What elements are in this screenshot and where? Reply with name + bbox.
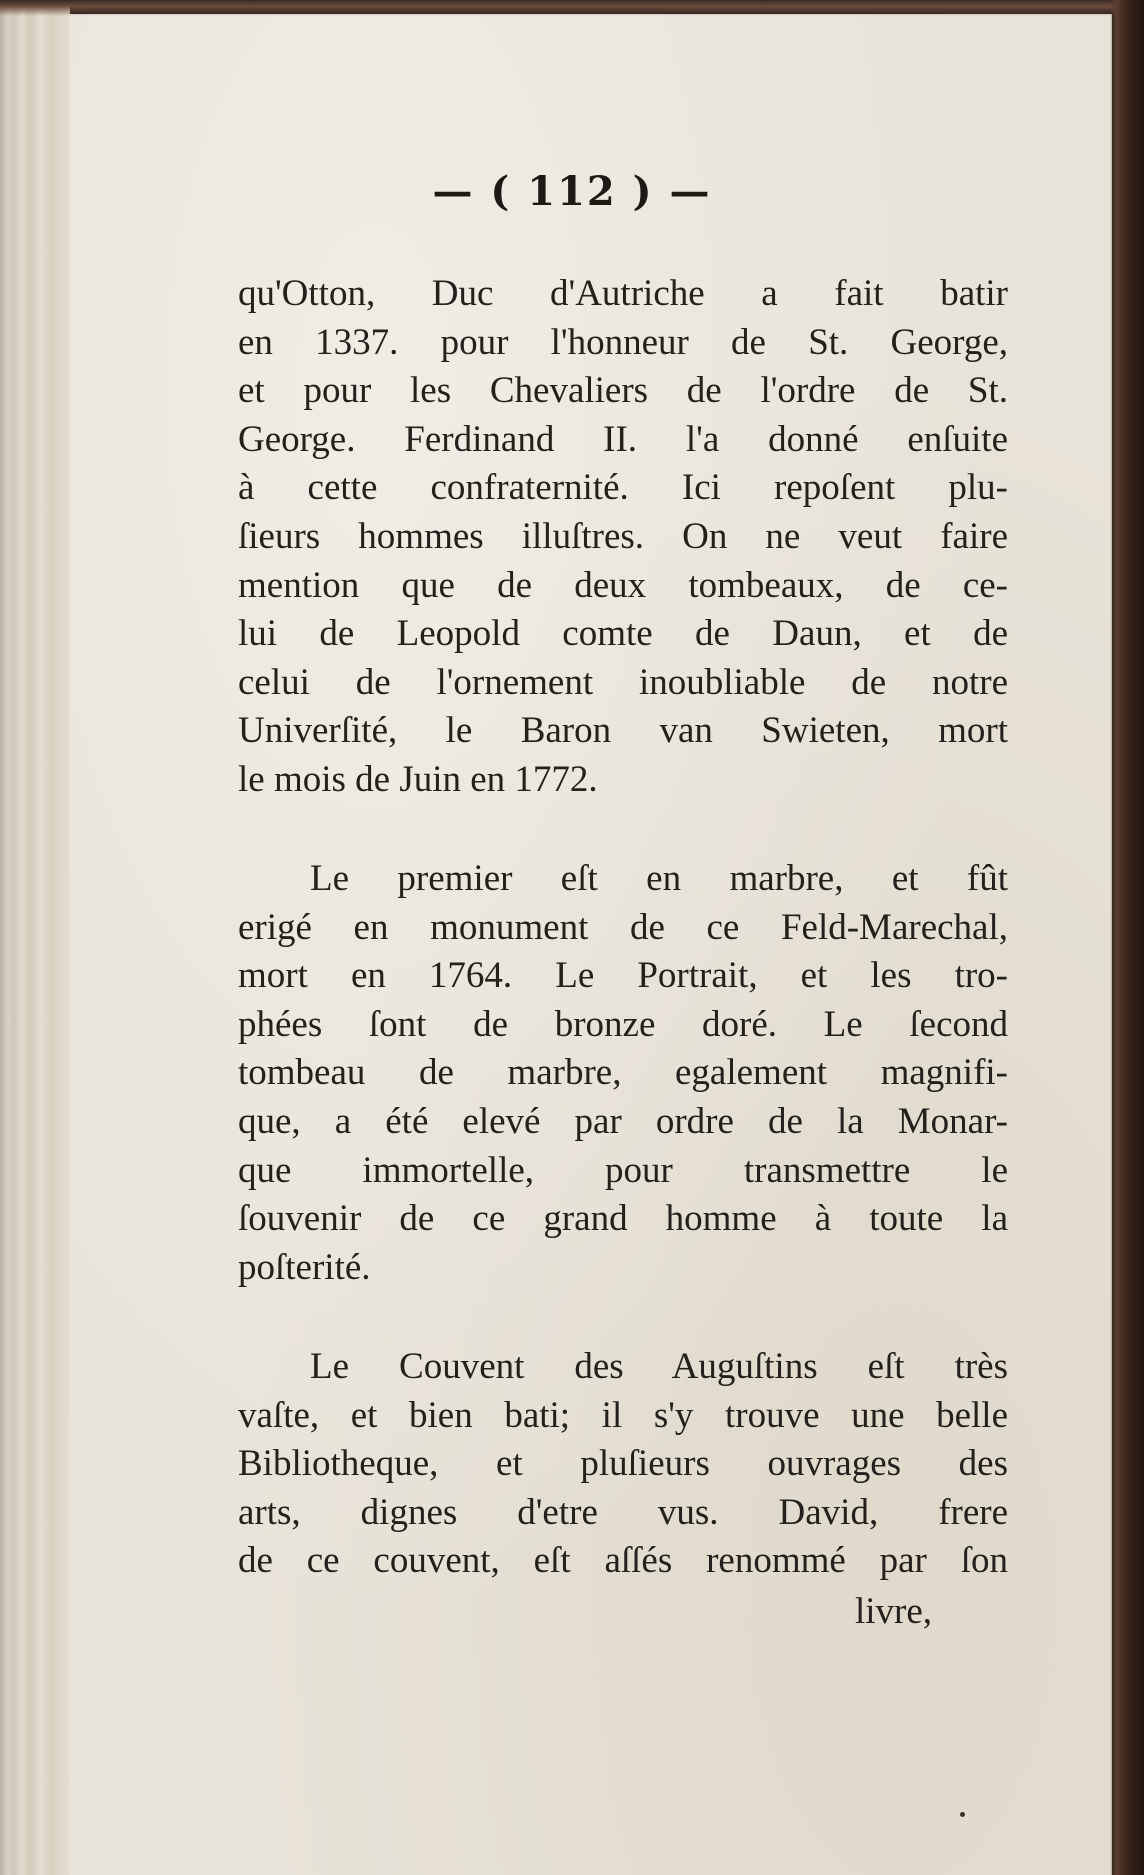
text-line: vaſte, et bien bati; il s'y trouve une belle — [238, 1394, 1008, 1436]
text-line: lui de Leopold comte de Daun, et de — [238, 613, 1008, 655]
text-line: Le Couvent des Auguſtins eſt très — [310, 1346, 1008, 1387]
text-line: que, a été elevé par ordre de la Monar- — [238, 1100, 1008, 1142]
text-line: celui de l'ornement inoubliable de notre — [238, 661, 1008, 703]
page-number-header: — ( 112 ) — — [432, 168, 712, 215]
text-line: de ce couvent, eſt aſſés renommé par ſon — [238, 1540, 1008, 1582]
text-line: Univerſité, le Baron van Swieten, mort — [238, 710, 1008, 752]
text-line: George. Ferdinand II. l'a donné enſuite — [238, 418, 1008, 460]
text-line: erigé en monument de ce Feld-Marechal, — [238, 906, 1008, 948]
paragraph-3 — [238, 1343, 1008, 1586]
text-line: en 1337. pour l'honneur de St. George, — [238, 321, 1008, 363]
text-line: poſterité. — [238, 1246, 371, 1288]
text-line: qu'Otton, Duc d'Autriche a fait batir — [238, 273, 1008, 314]
text-line: le mois de Juin en 1772. — [238, 758, 598, 800]
text-line: à cette confraternité. Ici repoſent plu- — [238, 467, 1008, 509]
ink-speck — [960, 1812, 965, 1817]
catchword: livre, — [855, 1591, 933, 1632]
text-line: mort en 1764. Le Portrait, et les tro- — [238, 955, 1008, 997]
text-line: phées ſont de bronze doré. Le ſecond — [238, 1003, 1008, 1045]
text-line: mention que de deux tombeaux, de ce- — [238, 564, 1008, 606]
text-line: arts, dignes d'etre vus. David, frere — [238, 1491, 1008, 1533]
text-line: ſieurs hommes illuſtres. On ne veut faire — [238, 515, 1008, 557]
paragraph-1 — [238, 270, 1008, 805]
top-binding-shadow — [0, 0, 1144, 16]
text-line: tombeau de marbre, egalement magnifi- — [238, 1052, 1008, 1094]
text-line: que immortelle, pour transmettre le — [238, 1149, 1008, 1191]
text-line: ſouvenir de ce grand homme à toute la — [238, 1198, 1008, 1240]
paragraph-2 — [238, 855, 1008, 1292]
text-line: Bibliotheque, et pluſieurs ouvrages des — [238, 1443, 1008, 1485]
book-spine — [1110, 0, 1144, 1875]
text-line: et pour les Chevaliers de l'ordre de St. — [238, 370, 1008, 412]
page-edges — [0, 0, 70, 1875]
text-line: Le premier eſt en marbre, et fût — [310, 858, 1008, 899]
